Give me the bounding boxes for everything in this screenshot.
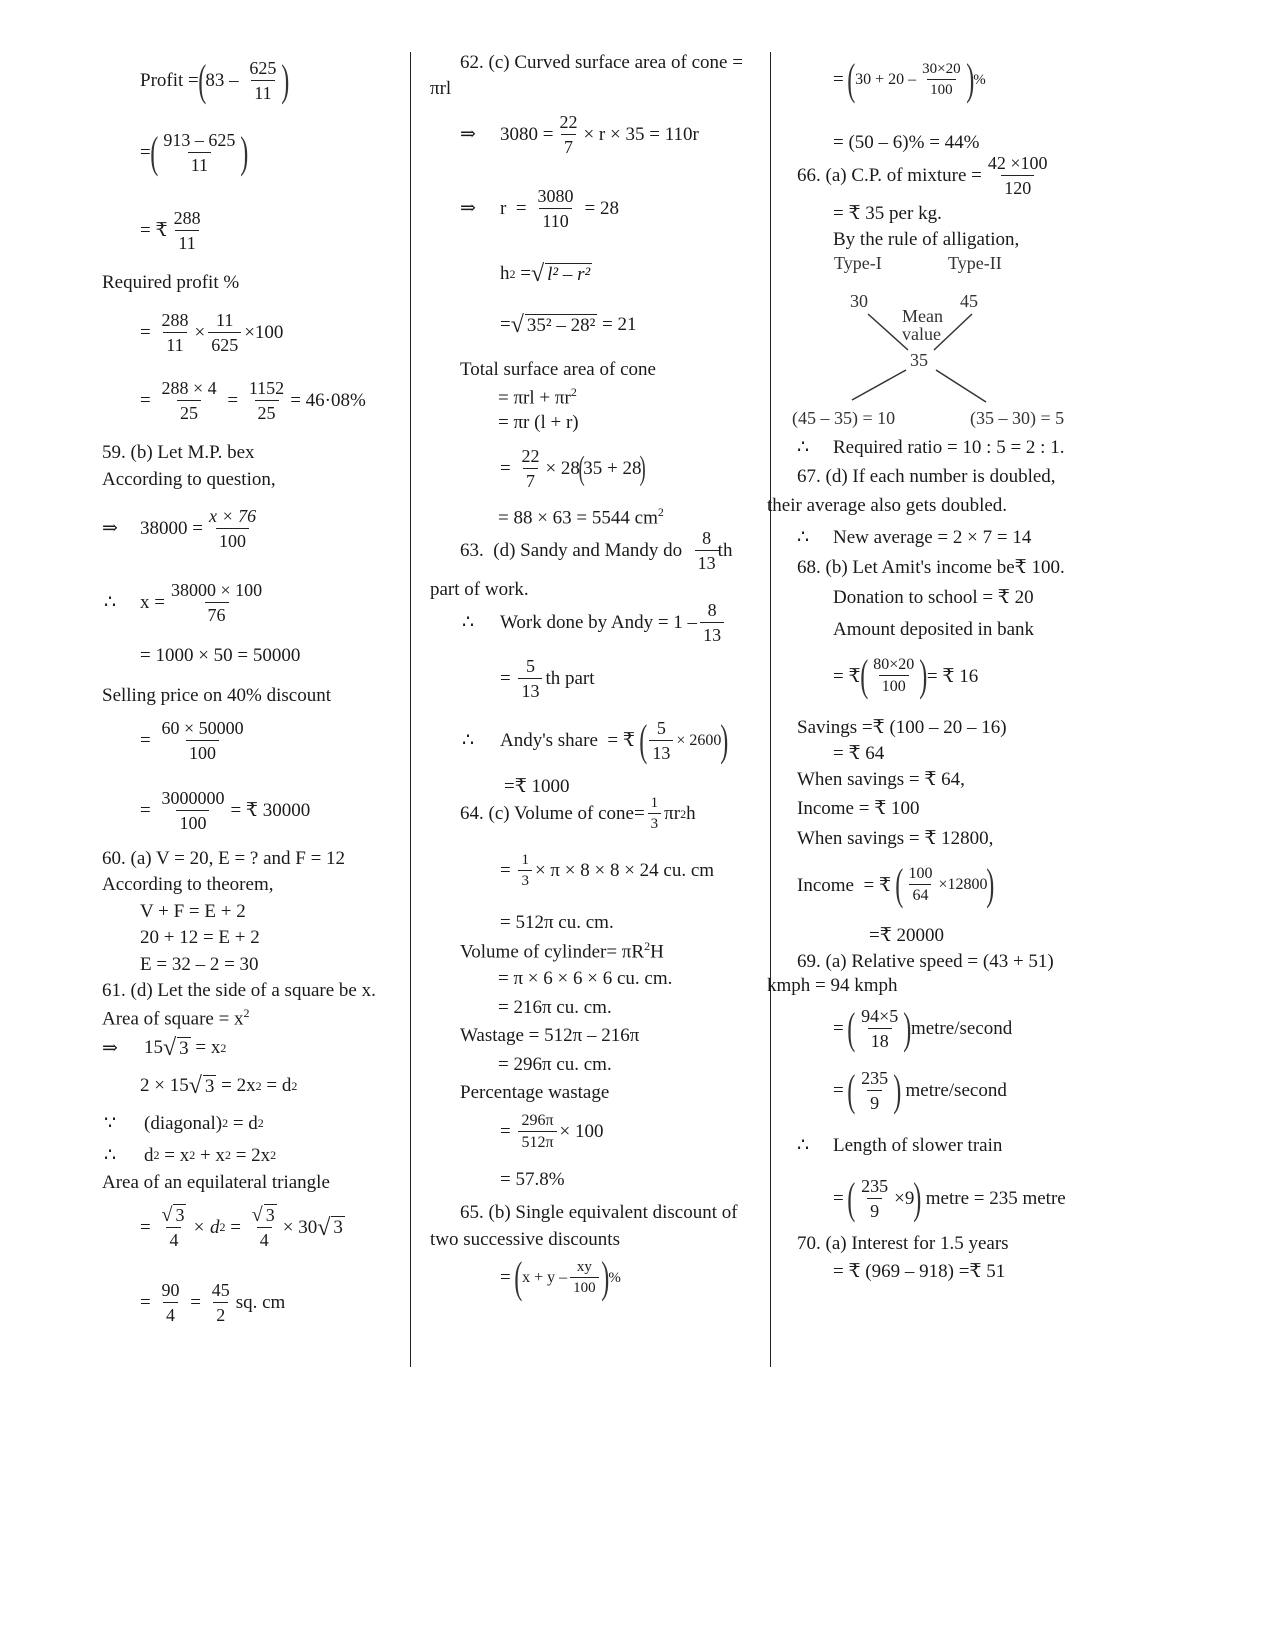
question-59: 59. (b) Let M.P. bex xyxy=(102,442,255,463)
mp-equation: ⇒ 38000 = $\frac{x \times 76}{100}$ xyxy=(102,506,257,551)
cone-volume-result: = 512π cu. cm. xyxy=(500,912,614,933)
speed-calc-2: = ( $\frac{235}{9}$ ) metre/second xyxy=(833,1065,1007,1115)
question-60: 60. (a) V = 20, E = ? and F = 12 xyxy=(102,848,346,869)
wastage-result: = 296π cu. cm. xyxy=(498,1054,612,1075)
question-63-cont: part of work. xyxy=(430,579,529,600)
required-profit-label: Required profit % xyxy=(102,272,240,293)
savings-result: = ₹ 64 xyxy=(833,743,885,764)
tsa-calc: = $\frac{22}{7}$ × 28 ( 35 + 28 ) xyxy=(500,446,647,491)
profit-formula: Profit = ( 83 – $\frac{625}{11}$ ) xyxy=(140,55,290,105)
cylinder-volume-label: Volume of cylinder= $\pi R^2H$ xyxy=(460,939,664,963)
percentage-wastage-calc: = $\frac{296\pi}{512\pi}$ × 100 xyxy=(500,1112,604,1152)
tsa-formula: = $\pi rl + \pi r^2$ xyxy=(498,385,577,409)
question-61: 61. (d) Let the side of a square be x. xyxy=(102,980,376,1001)
discount-formula: = ( x + y – $\frac{xy}{100}$ ) % xyxy=(500,1253,621,1302)
sp-calc: = $\frac{60 \times 50000}{100}$ xyxy=(140,718,244,763)
cone-volume-calc: = $\frac{1}{3}$ × π × 8 × 8 × 24 cu. cm xyxy=(500,852,715,890)
tsa-result: = 88 × 63 = 5544 $cm^2$ xyxy=(498,505,664,529)
question-65-cont: two successive discounts xyxy=(430,1229,620,1250)
diagonal-equation: 2 × 15 √ 3 = 2x 2 = d 2 xyxy=(140,1073,298,1099)
interest-result: = ₹ (969 – 918) =₹ 51 xyxy=(833,1261,1006,1282)
income-result: =₹ 20000 xyxy=(869,925,945,946)
andy-work-result: = $\frac{5}{13}$ th part xyxy=(500,656,595,701)
andy-share: ∴ Andy's share = ₹ ( $\frac{5}{13}$ × 2600 ) xyxy=(462,715,729,765)
type-2-label: Type-II xyxy=(948,253,1002,273)
profit-percent-result: = $\frac{288 \times 4}{25}$ = $\frac{1152}{25}$ = 46·08% xyxy=(140,378,366,423)
speed-calc-1: = ( $\frac{94\times 5}{18}$ ) metre/second xyxy=(833,1003,1013,1053)
value-35: 35 xyxy=(910,350,928,370)
alligation-label: By the rule of alligation, xyxy=(833,229,1020,250)
new-average: ∴ New average = 2 × 7 = 14 xyxy=(797,526,1032,548)
andy-work: ∴ Work done by Andy = 1 – $\frac{8}{13}$ xyxy=(462,600,727,645)
mean-label: Mean xyxy=(902,306,943,326)
alligation-diagram xyxy=(790,250,1110,430)
height-calc: = √ 35² – 28² = 21 xyxy=(500,312,637,338)
amount-deposited: Amount deposited in bank xyxy=(833,619,1035,640)
cone-equation: ⇒ 3080 = $\frac{22}{7}$ × r × 35 = 110r xyxy=(460,112,699,157)
value-30: 30 xyxy=(850,291,868,311)
column-divider-left xyxy=(410,52,411,1367)
area-equation: ⇒ 15 √ 3 = x 2 xyxy=(102,1035,227,1061)
theorem-label: According to theorem, xyxy=(102,874,274,895)
discount-calc: = ( 30 + 20 – $\frac{30\times 20}{100}$ ) % xyxy=(833,55,986,104)
question-69: 69. (a) Relative speed = (43 + 51) xyxy=(797,951,1054,972)
income-100: Income = ₹ 100 xyxy=(797,798,920,819)
question-63: 63. (d) Sandy and Mandy do $\frac{8}{13}$ th xyxy=(460,528,733,573)
income-calc: Income = ₹ ( $\frac{100}{64}$ ×12800 ) xyxy=(797,860,995,909)
x-calculation: ∴ x = $\frac{38000 \times 100}{76}$ xyxy=(104,580,263,625)
question-62-cont: πrl xyxy=(430,78,452,99)
euler-formula: V + F = E + 2 xyxy=(140,901,246,922)
question-66: 66. (a) C.P. of mixture = $\frac{42 \times 100}{120}$ xyxy=(797,153,1048,198)
fraction: $\frac{625}{11}$ xyxy=(249,58,277,103)
mixture-result: = ₹ 35 per kg. xyxy=(833,203,942,224)
train-length-label: ∴ Length of slower train xyxy=(797,1134,1003,1156)
question-69-cont: kmph = 94 kmph xyxy=(767,975,898,996)
diagonal-result: ∴ d 2 = x 2 + x 2 = 2x 2 xyxy=(104,1144,277,1166)
value-label: value xyxy=(902,324,941,344)
discount-result: = (50 – 6)% = 44% xyxy=(833,132,980,153)
cross-line-3 xyxy=(852,370,906,400)
column-divider-right xyxy=(770,52,771,1367)
type-1-label: Type-I xyxy=(834,253,882,273)
area-square: Area of square = $x^2$ xyxy=(102,1006,250,1030)
percentage-wastage-label: Percentage wastage xyxy=(460,1082,610,1103)
cylinder-volume-result: = 216π cu. cm. xyxy=(498,997,612,1018)
right-difference: (35 – 30) = 5 xyxy=(970,408,1065,428)
according-label: According to question, xyxy=(102,469,276,490)
percentage-wastage-result: = 57.8% xyxy=(500,1169,565,1190)
question-67: 67. (d) If each number is doubled, xyxy=(797,466,1056,487)
ratio: ∴ Required ratio = 10 : 5 = 2 : 1. xyxy=(797,436,1065,458)
euler-substitution: 20 + 12 = E + 2 xyxy=(140,927,260,948)
euler-result: E = 32 – 2 = 30 xyxy=(140,954,259,975)
profit-step-2: = ( $\frac{913 - 625}{11}$ ) xyxy=(140,127,249,177)
x-result: = 1000 × 50 = 50000 xyxy=(140,645,301,666)
question-68: 68. (b) Let Amit's income be₹ 100. xyxy=(797,557,1065,578)
selling-price-label: Selling price on 40% discount xyxy=(102,685,332,706)
radius-calc: ⇒ r = $\frac{3080}{110}$ = 28 xyxy=(460,186,620,231)
height-formula: h 2 = √ l² – r² xyxy=(500,261,591,287)
question-62: 62. (c) Curved surface area of cone = xyxy=(460,52,743,73)
sp-result: = $\frac{3000000}{100}$ = ₹ 30000 xyxy=(140,788,311,833)
when-savings-12800: When savings = ₹ 12800, xyxy=(797,828,994,849)
deposit-calc: = ₹ ( $\frac{80\times 20}{100}$ ) = ₹ 16 xyxy=(833,651,979,700)
profit-step-3: = ₹ $\frac{288}{11}$ xyxy=(140,208,201,253)
wastage: Wastage = 512π – 216π xyxy=(460,1025,640,1046)
question-67-cont: their average also gets doubled. xyxy=(767,495,1008,516)
tsa-label: Total surface area of cone xyxy=(460,359,656,380)
area-triangle-label: Area of an equilateral triangle xyxy=(102,1172,330,1193)
triangle-result: = $\frac{90}{4}$ = $\frac{45}{2}$ sq. cm xyxy=(140,1280,286,1325)
question-64: 64. (c) Volume of cone= $\frac{1}{3}$ πr 2 h xyxy=(460,795,696,833)
question-70: 70. (a) Interest for 1.5 years xyxy=(797,1233,1009,1254)
cross-line-4 xyxy=(936,370,986,402)
diagonal-relation: ∵ (diagonal) 2 = d 2 xyxy=(104,1112,264,1134)
left-difference: (45 – 35) = 10 xyxy=(792,408,896,428)
donation: Donation to school = ₹ 20 xyxy=(833,587,1034,608)
when-savings-64: When savings = ₹ 64, xyxy=(797,769,965,790)
andy-share-result: =₹ 1000 xyxy=(504,776,570,797)
tsa-formula-2: = πr (l + r) xyxy=(498,412,579,433)
cylinder-volume-calc: = π × 6 × 6 × 6 cu. cm. xyxy=(498,968,673,989)
profit-percent-calc: = $\frac{288}{11}$ × $\frac{11}{625}$ ×100 xyxy=(140,310,284,355)
train-length-calc: = ( $\frac{235}{9}$ ×9 ) metre = 235 metre xyxy=(833,1173,1066,1223)
question-65: 65. (b) Single equivalent discount of xyxy=(460,1202,738,1223)
value-45: 45 xyxy=(960,291,978,311)
savings: Savings =₹ (100 – 20 – 16) xyxy=(797,717,1007,738)
triangle-calc: = $\frac{√ 3}{4}$ × d 2 = $\frac{√ 3}{4}$ × 30 √ 3 xyxy=(140,1204,343,1250)
